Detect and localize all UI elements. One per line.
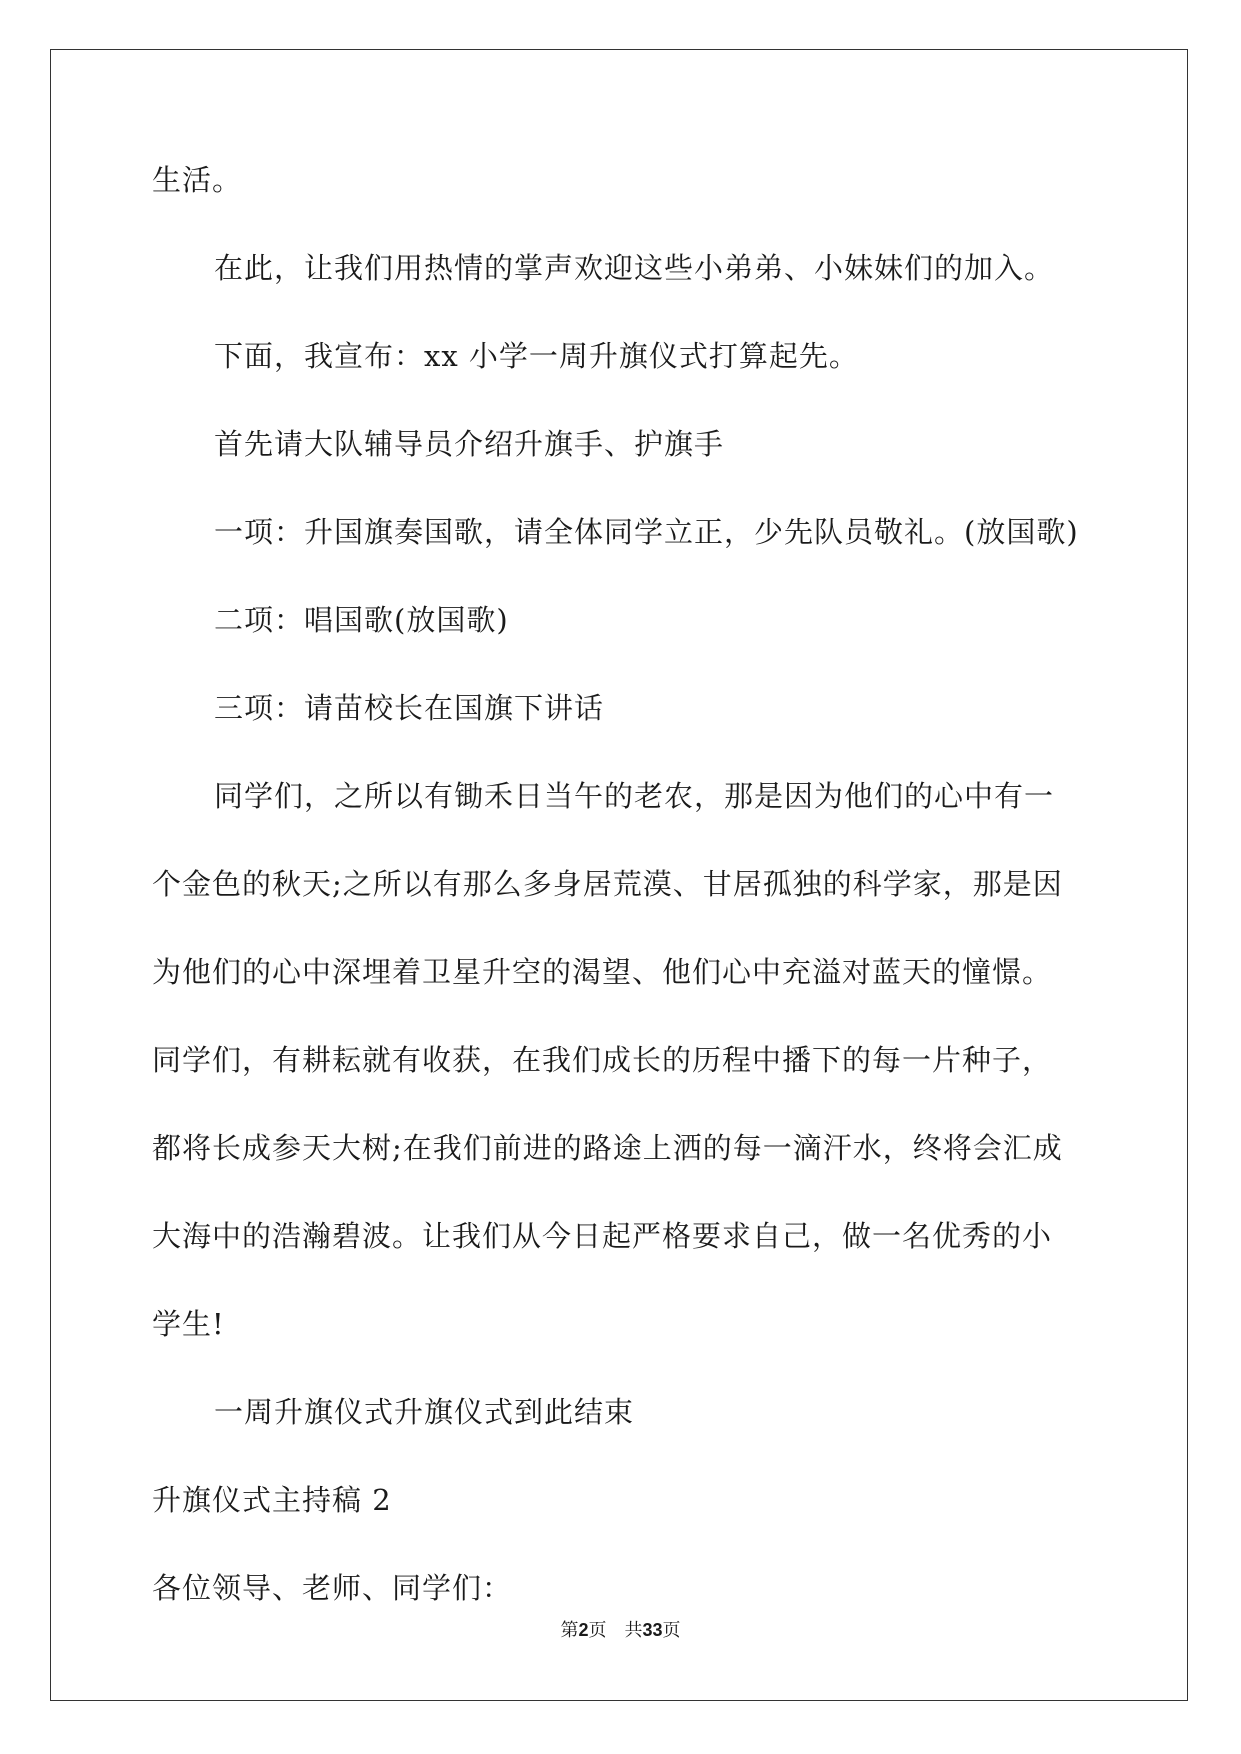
paragraph-line: 首先请大队辅导员介绍升旗手、护旗手 [214, 427, 725, 461]
salutation: 各位领导、老师、同学们： [152, 1571, 513, 1605]
paragraph-line: 学生! [152, 1307, 225, 1341]
paragraph-line: 个金色的秋天;之所以有那么多身居荒漠、甘居孤独的科学家，那是因 [152, 867, 1063, 901]
paragraph-line: 一项：升国旗奏国歌，请全体同学立正，少先队员敬礼。(放国歌) [214, 515, 1079, 549]
paragraph-line: 为他们的心中深埋着卫星升空的渴望、他们心中充溢对蓝天的憧憬。 [152, 955, 1053, 989]
paragraph-line: 大海中的浩瀚碧波。让我们从今日起严格要求自己，做一名优秀的小 [152, 1219, 1053, 1253]
page-footer [0, 1616, 1241, 1642]
total-pages: 33 [642, 1620, 663, 1640]
section-heading: 升旗仪式主持稿 2 [152, 1483, 392, 1517]
paragraph-line: 三项：请苗校长在国旗下讲话 [214, 691, 605, 725]
paragraph-line: 生活。 [152, 163, 243, 197]
paragraph-line: 二项：唱国歌(放国歌) [214, 603, 509, 637]
page-number: 2 [578, 1620, 589, 1640]
footer-suffix: 页 [662, 1620, 681, 1641]
paragraph-line: 下面，我宣布：xx 小学一周升旗仪式打算起先。 [214, 339, 859, 373]
paragraph-line: 在此，让我们用热情的掌声欢迎这些小弟弟、小妹妹们的加入。 [214, 251, 1055, 285]
paragraph-line: 都将长成参天大树;在我们前进的路途上洒的每一滴汗水，终将会汇成 [152, 1131, 1063, 1165]
paragraph-line: 同学们，有耕耘就有收获，在我们成长的历程中播下的每一片种子， [152, 1043, 1053, 1077]
footer-mid: 页 共 [588, 1620, 643, 1641]
paragraph-line: 一周升旗仪式升旗仪式到此结束 [214, 1395, 635, 1429]
paragraph-line: 同学们，之所以有锄禾日当午的老农，那是因为他们的心中有一 [214, 779, 1055, 813]
footer-prefix: 第 [560, 1620, 579, 1641]
